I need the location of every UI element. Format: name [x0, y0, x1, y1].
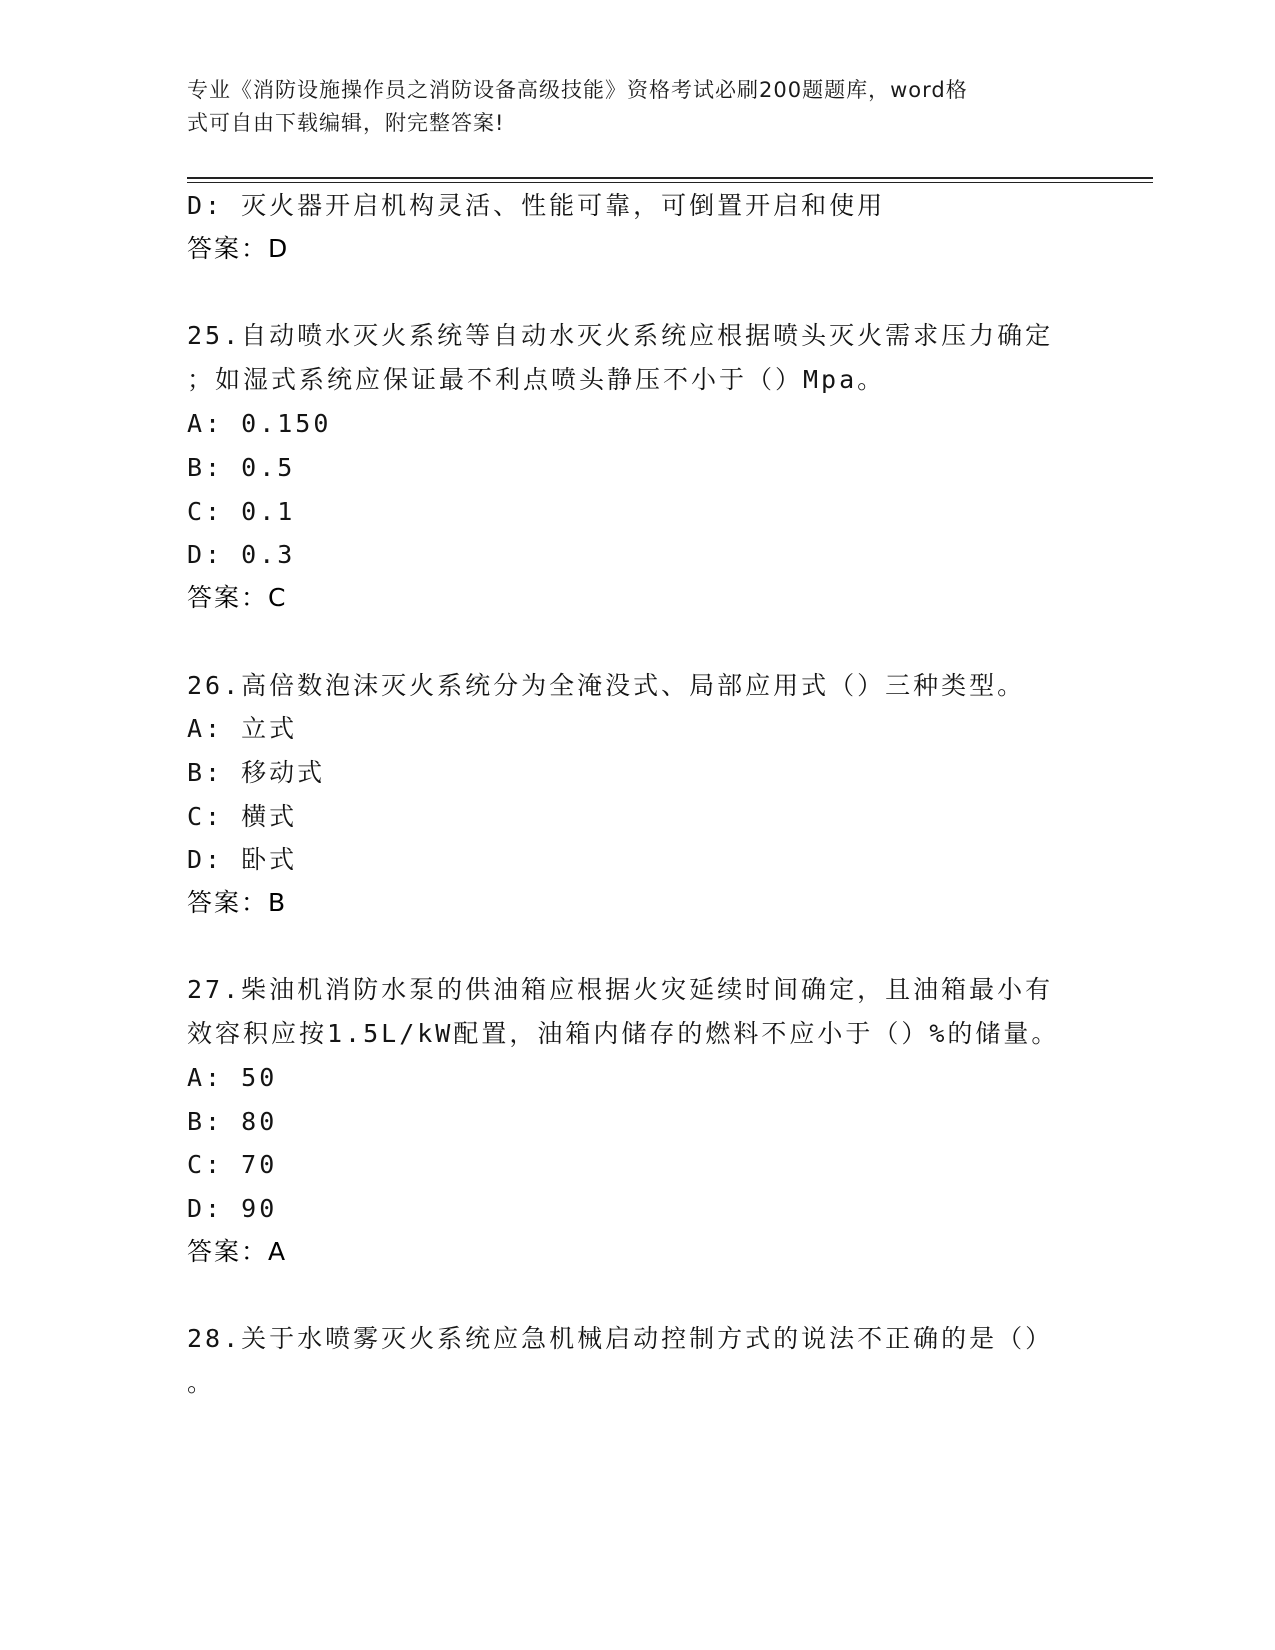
q26-answer: 答案：B: [187, 888, 288, 917]
header-line-2: 式可自由下载编辑，附完整答案!: [187, 111, 505, 135]
header-line-1: 专业《消防设施操作员之消防设备高级技能》资格考试必刷200题题库，word格: [187, 78, 968, 102]
header-divider-thick: [187, 177, 1153, 179]
q25-option-c: C: 0.1: [187, 497, 296, 526]
q27-stem-line-2: 效容积应按1.5L/kW配置，油箱内储存的燃料不应小于（）%的储量。: [187, 1019, 1060, 1048]
q25-answer: 答案：C: [187, 583, 288, 612]
q26-option-c: C: 横式: [187, 802, 298, 831]
q26-option-d: D: 卧式: [187, 845, 298, 874]
q27-option-a: A: 50: [187, 1063, 278, 1092]
page-header: [187, 74, 1087, 140]
q25-option-a: A: 0.150: [187, 409, 332, 438]
q28-stem-line-1: 28.关于水喷雾灭火系统应急机械启动控制方式的说法不正确的是（）: [187, 1324, 1054, 1353]
q28-stem-line-2: 。: [187, 1368, 216, 1397]
q27-option-d: D: 90: [187, 1194, 278, 1223]
prev-answer: 答案：D: [187, 234, 290, 263]
q26-option-a: A: 立式: [187, 714, 298, 743]
prev-option-d: D: 灭火器开启机构灵活、性能可靠，可倒置开启和使用: [187, 191, 886, 220]
q27-stem-line-1: 27.柴油机消防水泵的供油箱应根据火灾延续时间确定，且油箱最小有: [187, 975, 1054, 1004]
q25-stem-line-1: 25.自动喷水灭火系统等自动水灭火系统应根据喷头灭火需求压力确定: [187, 321, 1054, 350]
q25-stem-line-2: ；如湿式系统应保证最不利点喷头静压不小于（）Mpa。: [187, 365, 886, 394]
q26-stem-line-1: 26.高倍数泡沫灭火系统分为全淹没式、局部应用式（）三种类型。: [187, 671, 1026, 700]
q27-answer: 答案：A: [187, 1237, 288, 1266]
q26-option-b: B: 移动式: [187, 758, 326, 787]
q27-option-b: B: 80: [187, 1107, 278, 1136]
q25-option-b: B: 0.5: [187, 453, 296, 482]
q25-option-d: D: 0.3: [187, 540, 296, 569]
q27-option-c: C: 70: [187, 1150, 278, 1179]
header-divider-thin: [187, 182, 1153, 183]
